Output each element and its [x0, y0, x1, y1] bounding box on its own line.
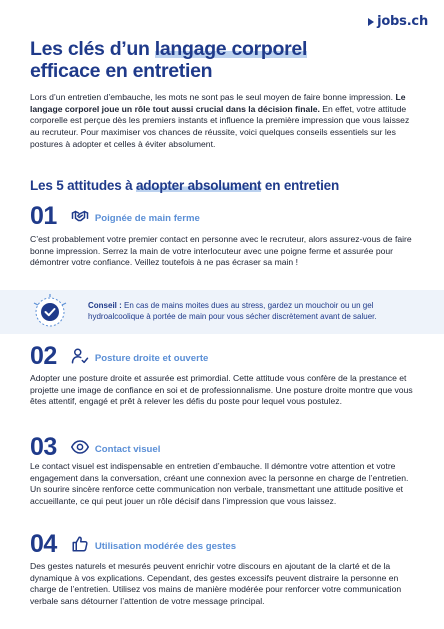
step-3-text: Le contact visuel est indispensable en entretien d’embauche. Il démontre votre attention et votre engagement dans la conversation, créant une connexion avec la personne en charge de l’entretien. Un sourire sincère renforce cette communication non verbale, transmettant une attitude positive et accueillante, ce qui peut jouer un rôle décisif dans l’impression que vous laissez. — [30, 461, 409, 507]
step-2-header — [30, 343, 208, 369]
title-highlight: langage corporel — [154, 38, 308, 60]
thumbs-up-icon — [71, 535, 89, 553]
tip-text — [88, 300, 423, 323]
section-part2: en entretien — [261, 178, 340, 193]
step-title: Posture droite et ouverte — [94, 352, 209, 364]
step-number: 01 — [30, 202, 57, 230]
logo-text: jobs.ch — [377, 14, 428, 29]
eye-icon — [71, 438, 89, 456]
section-part1: Les 5 attitudes à — [30, 178, 136, 193]
intro-bold: Le langage corporel joue un rôle tout aussi crucial dans la décision finale. — [30, 92, 406, 114]
logo-arrow-icon — [368, 18, 374, 26]
step-1-text: C’est probablement votre premier contact en personne avec le recruteur, alors assurez-vous de faire bonne impression. Serrez la main de votre interlocuteur avec une poigne ferme et assurée pour démontrer votre confiance. Veillez toutefois à ne pas écraser sa main ! — [30, 234, 412, 268]
step-1-header — [30, 203, 200, 229]
step-4-text: Des gestes naturels et mesurés peuvent enrichir votre discours en ajoutant de la clarté et de la dynamique à vos explications. Cependant, des gestes excessifs peuvent distraire la personne en charge de l’entretien. Utilisez vos mains de manière modérée pour renforcer votre communication verbale sans détourner l’attention de votre message principal. — [30, 561, 402, 607]
handshake-icon — [71, 207, 89, 225]
step-4-header — [30, 531, 236, 557]
tip-body: En cas de mains moites dues au stress, gardez un mouchoir ou un gel hydroalcoolique à portée de main pour vous sécher discrètement avant de saluer. — [88, 301, 377, 322]
step-title: Utilisation modérée des gestes — [94, 540, 237, 552]
title-part1: Les clés d’un — [30, 38, 155, 60]
step-2-text: Adopter une posture droite et assurée est primordial. Cette attitude vous confère de la prestance et projette une image de confiance en soi et de professionnalisme. Une posture droite montre que vous êtes attentif, engagé et prêt à relever les défis du poste pour lequel vous postulez. — [30, 373, 413, 407]
step-number: 02 — [30, 342, 57, 370]
jobs-ch-logo — [368, 14, 428, 29]
section-highlight: adopter absolument — [135, 178, 262, 193]
step-3-header — [30, 434, 160, 460]
intro-text-2: En effet, votre attitude corporelle est perçue dès les premiers instants et influence la première impression que vous laissez au recruteur. Pour maximiser vos chances de réussite, voici quelques conseils essentiels sur les postures à adopter et celles à éviter absolument. — [30, 103, 410, 149]
check-badge-icon — [30, 293, 70, 331]
intro-paragraph — [30, 92, 415, 151]
step-number: 03 — [30, 433, 57, 461]
step-number: 04 — [30, 530, 57, 558]
tip-box — [0, 290, 444, 334]
title-part2: efficace en entretien — [30, 60, 213, 82]
page-title — [30, 38, 420, 82]
step-title: Contact visuel — [94, 443, 161, 455]
section-heading — [30, 178, 420, 194]
intro-text-1: Lors d’un entretien d’embauche, les mots ne sont pas le seul moyen de faire bonne impression. — [30, 92, 396, 102]
person-check-icon — [71, 347, 89, 365]
step-title: Poignée de main ferme — [94, 212, 200, 224]
tip-label: Conseil : — [88, 301, 122, 310]
